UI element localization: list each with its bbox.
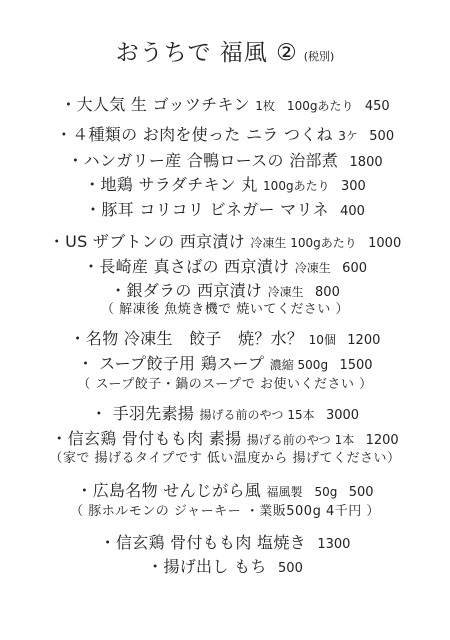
menu-item	[0, 530, 450, 553]
item-price: 450	[364, 99, 390, 114]
item-detail: 揚げる前のやつ 15本	[199, 408, 315, 422]
menu-item	[0, 254, 450, 277]
item-price: 500	[278, 561, 303, 576]
menu-item	[0, 229, 450, 252]
item-price: 1200	[365, 433, 399, 448]
item-name: ・信玄鶏 骨付もも肉 素揚	[51, 429, 242, 448]
item-detail: 冷凍生	[294, 261, 331, 275]
item-price: 1500	[339, 358, 373, 373]
menu-item	[0, 197, 450, 220]
item-detail: 100gあたり	[263, 179, 330, 193]
item-name: ・豚耳 コリコリ ビネガー マリネ	[85, 200, 329, 219]
menu-item	[0, 172, 450, 195]
item-name: ・ スープ餃子用 鶏スープ	[77, 354, 265, 373]
item-price: 300	[340, 179, 366, 194]
item-detail: 3ケ	[338, 129, 358, 143]
item-name: ・揚げ出し もち	[147, 557, 267, 576]
menu-note	[0, 447, 450, 466]
menu-item	[0, 478, 450, 501]
note-text: （ 解凍後 魚焼き機で 焼いてください ）	[100, 302, 350, 317]
menu-item	[0, 122, 450, 145]
item-price: 3000	[325, 408, 360, 423]
menu-note	[0, 298, 450, 317]
item-price: 800	[315, 285, 340, 300]
item-name: ・ハンガリー産 合鴨ロースの 治部煮	[67, 151, 339, 170]
item-detail: 福風製 50g	[266, 485, 338, 499]
item-name: ・広島名物 せんじがら風	[76, 481, 262, 500]
item-detail: 10個	[308, 333, 336, 347]
note-text: （家で 揚げるタイプです 低い温度から 揚げてください）	[49, 451, 401, 466]
item-price: 1200	[347, 333, 381, 348]
item-price: 500	[348, 485, 374, 500]
menu-item	[0, 351, 450, 374]
tax-note: (税別)	[303, 50, 335, 63]
note-text: （ 豚ホルモンの ジャーキー ・業販500g 4千円 ）	[70, 504, 380, 519]
menu-item	[0, 401, 450, 424]
item-price: 1300	[317, 537, 351, 552]
menu-item	[0, 92, 450, 115]
menu-note	[0, 500, 450, 519]
menu-item	[0, 148, 450, 171]
menu-title-main: おうちで 福風 ②	[115, 40, 298, 66]
item-name: ・４種類の お肉を使った ニラ つくね	[55, 125, 333, 144]
menu-item	[0, 326, 450, 349]
item-name: ・大人気 生 ゴッツチキン	[60, 95, 250, 114]
item-detail: 冷凍生 100gあたり	[250, 236, 357, 250]
item-name: ・地鶏 サラダチキン 丸	[84, 175, 258, 194]
item-detail: 濃縮 500g	[269, 358, 329, 372]
item-price: 500	[369, 129, 395, 144]
item-name: ・銀ダラの 西京漬け	[110, 281, 263, 300]
menu-item	[0, 426, 450, 449]
item-detail: 冷凍生	[267, 285, 304, 299]
item-detail: 揚げる前のやつ 1本	[246, 433, 355, 447]
item-price: 1800	[349, 155, 383, 170]
item-price: 600	[342, 261, 367, 276]
item-name: ・信玄鶏 骨付もも肉 塩焼き	[99, 533, 306, 552]
note-text: （ スープ餃子・鍋のスープで お使いください ）	[77, 377, 373, 392]
item-name: ・US ザブトンの 西京漬け	[48, 232, 246, 251]
item-name: ・ 手羽先素揚	[90, 404, 195, 423]
menu-title	[0, 34, 450, 67]
item-price: 1000	[368, 236, 402, 251]
menu-note	[0, 373, 450, 392]
item-price: 400	[340, 204, 365, 219]
menu-item	[0, 554, 450, 577]
item-name: ・長崎産 真さばの 西京漬け	[83, 257, 290, 276]
item-name: ・名物 冷凍生 餃子 焼？水？	[69, 329, 304, 348]
item-detail: 1枚 100gあたり	[255, 99, 354, 113]
